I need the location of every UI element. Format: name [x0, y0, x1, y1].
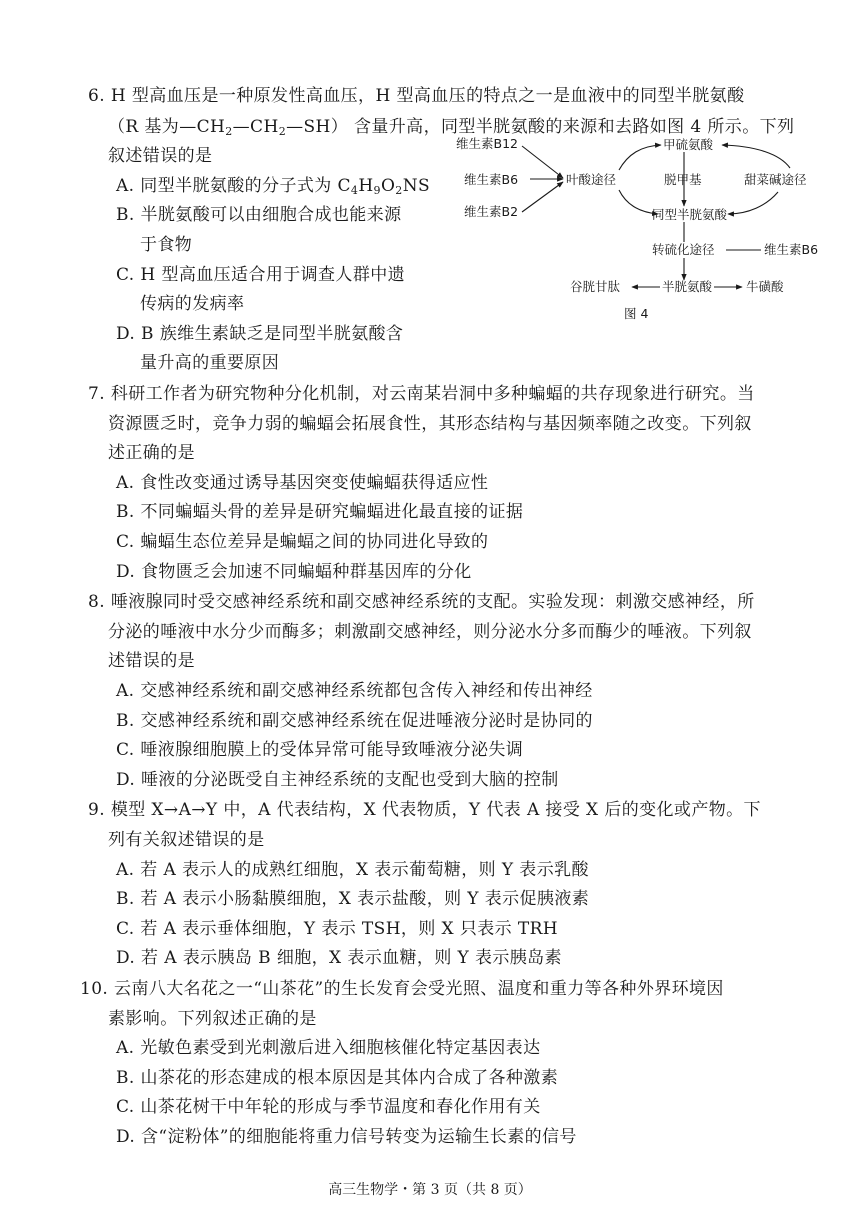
q6-stem-line-3: 叙述错误的是: [108, 146, 213, 167]
q6-stem-text: —SH） 含量升高，同型半胱氨酸的来源和去路如图 4 所示。下列: [286, 116, 795, 137]
q6-option-a-text: O: [380, 175, 396, 196]
q10-option-c: C. 山茶花树干中年轮的形成与季节温度和春化作用有关: [116, 1097, 541, 1118]
subscript: 9: [373, 183, 381, 197]
vitamin-b2-label: 维生素B2: [464, 203, 519, 219]
q10-option-d: D. 含“淀粉体”的细胞能将重力信号转变为运输生长素的信号: [116, 1126, 577, 1147]
q6-option-a: [116, 174, 430, 203]
q7-stem-line-2: 资源匮乏时，竞争力弱的蝙蝠会拓展食性，其形态结构与基因频率随之改变。下列叙: [108, 413, 752, 434]
q10-option-b: B. 山茶花的形态建成的根本原因是其体内合成了各种激素: [116, 1067, 559, 1088]
q7-option-d: D. 食物匮乏会加速不同蝙蝠种群基因库的分化: [116, 561, 472, 582]
q6-option-a-text: NS: [402, 175, 431, 196]
figure-4-diagram: [456, 134, 836, 330]
vitamin-b12-label: 维生素B12: [456, 135, 518, 151]
q6-option-a-text: H: [358, 175, 374, 196]
q8-stem-line-2: 分泌的唾液中水分少而酶多；刺激副交感神经，则分泌水分多而酶少的唾液。下列叙: [108, 621, 752, 642]
q9-option-b: B. 若 A 表示小肠黏膜细胞，X 表示盐酸，则 Y 表示促胰液素: [116, 889, 590, 910]
subscript: 4: [350, 183, 359, 197]
q6-option-b-line-2: 于食物: [140, 234, 193, 255]
folate-pathway-label: 叶酸途径: [566, 171, 617, 187]
q9-option-d: D. 若 A 表示胰岛 B 细胞，X 表示血糖，则 Y 表示胰岛素: [116, 948, 562, 969]
q8-stem-line-1: 8. 唾液腺同时受交感神经系统和副交感神经系统的支配。实验发现：刺激交感神经，所: [88, 592, 755, 613]
q6-option-c-line-1: C. H 型高血压适合用于调查人群中遗: [116, 264, 406, 285]
q8-option-d: D. 唾液的分泌既受自主神经系统的支配也受到大脑的控制: [116, 769, 559, 790]
transsulfuration-label: 转硫化途径: [652, 241, 715, 257]
q7-option-a: A. 食性改变通过诱导基因突变使蝙蝠获得适应性: [116, 472, 489, 493]
q8-option-c: C. 唾液腺细胞膜上的受体异常可能导致唾液分泌失调: [116, 740, 524, 761]
q9-option-c: C. 若 A 表示垂体细胞，Y 表示 TSH，则 X 只表示 TRH: [116, 918, 559, 939]
methionine-label: 甲硫氨酸: [663, 136, 714, 152]
homocysteine-label: 同型半胱氨酸: [652, 206, 728, 222]
q8-option-a: A. 交感神经系统和副交感神经系统都包含传入神经和传出神经: [116, 680, 593, 701]
glutathione-label: 谷胱甘肽: [570, 278, 621, 294]
q6-option-a-text: A. 同型半胱氨酸的分子式为 C: [116, 175, 351, 196]
subscript: 2: [395, 183, 403, 197]
figure-4-arrows: [456, 134, 836, 330]
q6-option-d-line-1: D. B 族维生素缺乏是同型半胱氨酸含: [116, 323, 404, 344]
demethylation-label: 脱甲基: [664, 171, 702, 187]
q6-option-b-line-1: B. 半胱氨酸可以由细胞合成也能来源: [116, 205, 402, 226]
q7-stem-line-1: 7. 科研工作者为研究物种分化机制，对云南某岩洞中多种蝙蝠的共存现象进行研究。当: [88, 383, 755, 404]
vitamin-b6-right-label: 维生素B6: [764, 241, 819, 257]
q9-stem-line-1: 9. 模型 X→A→Y 中，A 代表结构，X 代表物质，Y 代表 A 接受 X 后的变化或产物。下: [88, 800, 761, 821]
figure-4-caption: 图 4: [624, 305, 649, 321]
q9-stem-line-2: 列有关叙述错误的是: [108, 829, 265, 850]
q6-stem-text: —CH: [232, 116, 279, 137]
taurine-label: 牛磺酸: [746, 278, 784, 294]
q10-stem-line-2: 素影响。下列叙述正确的是: [108, 1008, 317, 1029]
q8-stem-line-3: 述错误的是: [108, 651, 195, 672]
q7-option-b: B. 不同蝙蝠头骨的差异是研究蝙蝠进化最直接的证据: [116, 502, 524, 523]
cysteine-label: 半胱氨酸: [662, 278, 713, 294]
q8-option-b: B. 交感神经系统和副交感神经系统在促进唾液分泌时是协同的: [116, 710, 593, 731]
q7-stem-line-3: 述正确的是: [108, 443, 195, 464]
q7-option-c: C. 蝙蝠生态位差异是蝙蝠之间的协同进化导致的: [116, 531, 489, 552]
vitamin-b6-left-label: 维生素B6: [464, 171, 519, 187]
q10-stem-line-1: 10. 云南八大名花之一“山茶花”的生长发育会受光照、温度和重力等各种外界环境因: [80, 978, 724, 999]
q9-option-a: A. 若 A 表示人的成熟红细胞，X 表示葡萄糖，则 Y 表示乳酸: [116, 859, 589, 880]
q6-option-d-line-2: 量升高的重要原因: [140, 353, 280, 374]
page-footer: 高三生物学・第 3 页（共 8 页）: [328, 1182, 532, 1198]
q6-stem-line-1: 6. H 型高血压是一种原发性高血压，H 型高血压的特点之一是血液中的同型半胱氨酸: [88, 86, 745, 106]
subscript: 2: [278, 124, 287, 138]
subscript: 2: [225, 124, 233, 138]
q10-option-a: A. 光敏色素受到光刺激后进入细胞核催化特定基因表达: [116, 1038, 541, 1059]
q6-stem-text: （R 基为—CH: [108, 116, 226, 137]
q6-option-c-line-2: 传病的发病率: [140, 294, 245, 315]
betaine-pathway-label: 甜菜碱途径: [744, 171, 807, 187]
